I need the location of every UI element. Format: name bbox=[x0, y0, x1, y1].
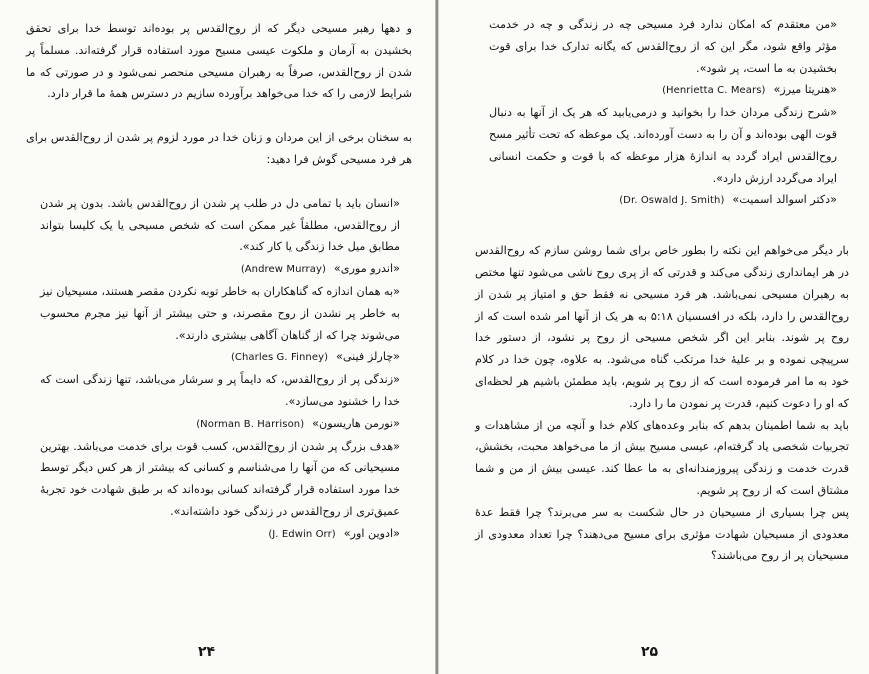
quote-attribution bbox=[26, 523, 412, 546]
attribution-name-en: (Charles G. Finney) bbox=[230, 352, 329, 364]
body-paragraph: بار دیگر می‌خواهم این نکته را بطور خاص برای شما روشن سازم که روح‌القدس در هر ایمانداری زندگی می‌کند و قدرتی که از پری روح ناشی می‌شود تنها مختص به رهبران مسیحی نمی‌باشد. هر فرد مسیحی نه فقط حق و امتیاز پر شدن از روح‌القدس را دارد، بلکه در افسسیان ۵:۱۸ به هر یک از آنها امر شده است که از روح پر شوند. بنابر این اگر شخص مسیحی از روح پر نشود، از دستور خدا سرپیچی نموده و بر علیهٔ خدا مرتکب گناه می‌شود. به علاوه، چون خدا در کلام خود به ما امر فرموده است که از روح پر شویم، باید مطمئن باشیم هر لحظه‌ای که او را دعوت کنیم، قدرت پر نمودن ما را دارد. bbox=[475, 244, 849, 410]
attribution-name-fa: «دکتر اسوالد اسمیت» bbox=[732, 193, 837, 207]
attribution-name-fa: «ادوین اور» bbox=[343, 526, 400, 540]
quote-paragraph: «شرح زندگی مردان خدا را بخوانید و درمی‌یابید که هر یک از آنها به دنبال قوت الهی بوده‌اند و آن را به دست آورده‌اند. یک موعظه که تحت تأثیر مسح روح‌القدس ایراد گردد به اندازهٔ هزار موعظه که با قوت و حکمت انسانی ایراد می‌گردد ارزش دارد». bbox=[489, 106, 837, 185]
attribution-name-fa: «اندرو موری» bbox=[333, 262, 400, 276]
quote-attribution bbox=[26, 346, 412, 369]
attribution-name-en: (Dr. Oswald J. Smith) bbox=[619, 195, 725, 207]
body-paragraph: و دهها رهبر مسیحی دیگر که از روح‌القدس پر بوده‌اند توسط خدا برای تحقق بخشیدن به آرمان و ملکوت عیسی مسیح مورد استفاده قرار گرفته‌اند. مسلماً پر شدن از روح‌القدس، صرفاً به رهبران مسیحی منحصر نمی‌شود و در صورتی که ما شرایط لازمی را که خدا می‌خواهد برآورده سازیم در دسترس همهٔ ما قرار دارد. bbox=[26, 22, 412, 101]
paragraph-gap bbox=[26, 105, 412, 127]
body-paragraph: پس چرا بسیاری از مسیحیان در حال شکست به سر می‌برند؟ چرا فقط عدهٔ معدودی از مسیحیان شهادت مؤثری برای مسیح می‌دهند؟ چرا تعداد معدودی از مسیحیان پر از روح می‌باشند؟ bbox=[475, 505, 849, 563]
quote-paragraph: «انسان باید با تمامی دل در طلب پر شدن از روح‌القدس باشد. بدون پر شدن از روح‌القدس، مطلقاً غیر ممکن است که شخص مسیحی یا یک کلیسا بتواند مطابق میل خدا زندگی یا کار کند». bbox=[40, 196, 400, 254]
right-page bbox=[438, 0, 869, 674]
paragraph-gap bbox=[475, 212, 849, 240]
right-page-text bbox=[475, 14, 849, 567]
attribution-name-en: (Andrew Murray) bbox=[240, 264, 326, 276]
left-page-text bbox=[26, 18, 412, 546]
quote-attribution bbox=[26, 413, 412, 436]
attribution-name-en: (Norman B. Harrison) bbox=[196, 418, 305, 430]
quote-paragraph: «هدف بزرگ پر شدن از روح‌القدس، کسب قوت برای خدمت می‌باشد. بهترین مسیحیانی که من آنها را می‌شناسم و کسانی که بیشتر از هر کس دیگر توسط خدا مورد استفاده قرار گرفته‌اند کسانی بوده‌اند که بر طبق شهادت خود تجربهٔ عمیق‌تری از روح‌القدس در زندگی خود داشته‌اند». bbox=[40, 439, 400, 518]
quote-paragraph: «زندگی پر از روح‌القدس، که دایماً پر و سرشار می‌باشد، تنها زندگی است که خدا را خشنود می‌سازد». bbox=[40, 373, 400, 408]
quote-paragraph: «به همان اندازه که گناهکاران به خاطر توبه نکردن مقصر هستند، مسیحیان نیز به خاطر پر نشدن از روح مقصرند، و حتی بیشتر از آنها نیز مجرم محسوب می‌شوند چرا که از گناهان آگاهی بیشتری دارند». bbox=[40, 284, 400, 342]
right-page-number: ۲۵ bbox=[641, 644, 659, 660]
attribution-name-en: (Henrietta C. Mears) bbox=[662, 85, 766, 97]
quote-attribution bbox=[26, 258, 412, 281]
attribution-name-en: (J. Edwin Orr) bbox=[268, 528, 336, 540]
quote-attribution bbox=[475, 79, 849, 102]
body-paragraph: باید به شما اطمینان بدهم که بنابر وعده‌های کلام خدا و آنچه من از مشاهدات و تجربیات شخصی یاد گرفته‌ام، عیسی مسیح بیش از ما می‌خواهد محبت، بخشش، قدرت خدمت و زندگی پیروزمندانه‌ای به ما عطا کند. عیسی بیش از من و شما مشتاق است که از روح پر شویم. bbox=[475, 418, 849, 497]
quote-paragraph: «من معتقدم که امکان ندارد فرد مسیحی چه در زندگی و چه در خدمت مؤثر واقع شود، مگر این که از روح‌القدس که یگانه تدارک خدا برای قوت بخشیدن به ما است، پر شود». bbox=[489, 18, 837, 75]
attribution-name-fa: «نورمن هاریسون» bbox=[312, 416, 400, 430]
attribution-name-fa: «هنریتا میرز» bbox=[773, 83, 837, 97]
paragraph-gap bbox=[26, 171, 412, 193]
attribution-name-fa: «چارلز فینی» bbox=[336, 350, 400, 364]
body-paragraph: به سخنان برخی از این مردان و زنان خدا در مورد لزوم پر شدن از روح‌القدس برای هر فرد مسیحی گوش فرا دهید: bbox=[26, 131, 412, 166]
quote-attribution bbox=[475, 189, 849, 212]
left-page-number: ۲۴ bbox=[198, 644, 216, 660]
